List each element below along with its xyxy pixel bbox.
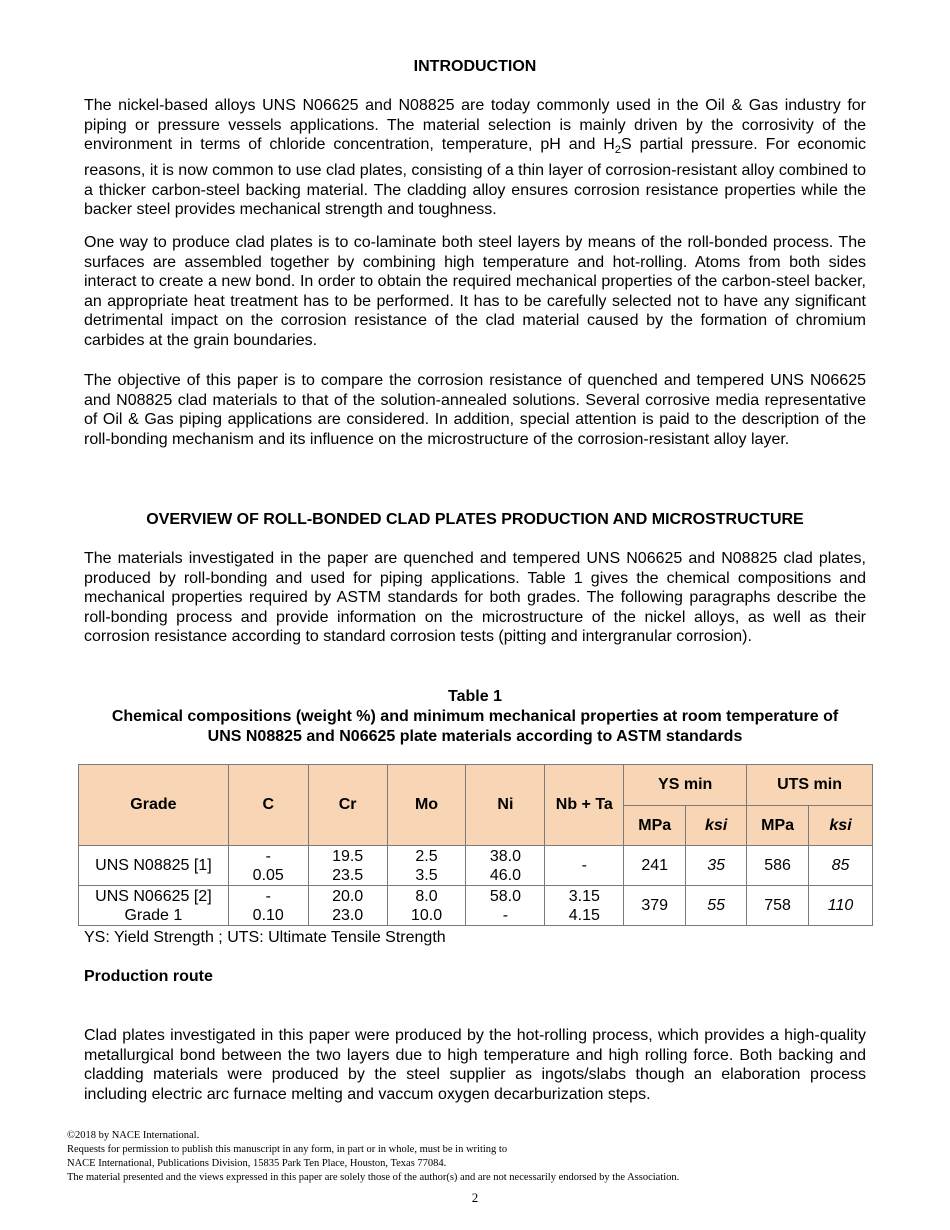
overview-paragraph-wrap: [84, 549, 866, 647]
intro-paragraph-1: [84, 96, 866, 220]
ni-max: 46.0: [489, 866, 521, 884]
footer-line-4: The material presented and the views expressed in this paper are solely those of the author(s) and are not necessarily endorsed by the Association.: [67, 1172, 680, 1183]
header-ni: Ni: [466, 765, 545, 846]
cell-nb-ta: [545, 846, 624, 886]
header-uts-mpa: MPa: [747, 806, 809, 846]
cell-c: [228, 886, 308, 926]
intro-paragraph-2-wrap: [84, 233, 866, 351]
page-number: 2: [471, 1190, 479, 1205]
c-min: -: [265, 847, 271, 865]
cell-grade: [79, 886, 229, 926]
production-heading-wrap: [84, 967, 866, 987]
copyright-footer: [67, 1129, 679, 1185]
mo-max: 10.0: [410, 906, 443, 924]
intro-paragraph-3: The objective of this paper is to compare the corrosion resistance of quenched and tempered UNS N06625 and N08825 clad materials to that of the solution-annealed solutions. Several corrosive media representative of Oil & Gas piping applications are considered. In addition, special attention is paid to the description of the roll-bonding mechanism and its influence on the microstructure of the corrosion-resistant alloy layer.: [84, 372, 866, 448]
header-grade: Grade: [79, 765, 229, 846]
cell-ni: [466, 886, 545, 926]
footer-line-3: NACE International, Publications Division, 15835 Park Ten Place, Houston, Texas 77084.: [67, 1158, 447, 1169]
ni-min: 38.0: [489, 847, 521, 865]
cell-ys-ksi: 55: [686, 886, 747, 926]
cell-uts-mpa: 758: [747, 886, 809, 926]
c-max: 0.10: [252, 906, 284, 924]
cell-ys-ksi: 35: [686, 846, 747, 886]
overview-heading: OVERVIEW OF ROLL-BONDED CLAD PLATES PRODUCTION AND MICROSTRUCTURE: [146, 511, 804, 528]
overview-heading-wrap: [84, 510, 866, 530]
c-min: -: [265, 887, 271, 905]
c-max: 0.05: [252, 866, 284, 884]
ni-max: -: [502, 906, 509, 924]
cell-mo: [387, 846, 466, 886]
cell-uts-ksi: 85: [809, 846, 873, 886]
h2s-subscript: 2: [614, 144, 621, 157]
header-uts-min: UTS min: [747, 765, 873, 806]
nb-min: -: [581, 857, 587, 874]
cr-min: 20.0: [332, 887, 364, 905]
mo-min: 2.5: [415, 847, 438, 865]
cell-ys-mpa: 241: [624, 846, 686, 886]
introduction-heading: INTRODUCTION: [413, 58, 537, 75]
production-heading: Production route: [84, 968, 213, 985]
cell-ni: [466, 846, 545, 886]
cell-uts-ksi: 110: [809, 886, 873, 926]
header-nb-ta: Nb + Ta: [545, 765, 624, 846]
intro-paragraph-2: One way to produce clad plates is to co-laminate both steel layers by means of the roll-bonded process. The surfaces are assembled together by combining high temperature and hot-rolling. Atoms from both sides interact to create a new bond. In order to obtain the required mechanical properties of the carbon-steel backer, an appropriate heat treatment has to be performed. It has to be carefully selected not to have any significant detrimental impact on the corrosion resistance of the clad material caused by the formation of chromium carbides at the grain boundaries.: [84, 234, 866, 349]
intro-p1-text: The nickel-based alloys UNS N06625 and N08825 are today commonly used in the Oil & Gas industry for piping or pressure vessels applications. The material selection is mainly driven by the corrosivity of the environment in terms of chloride concentration, temperature, pH and H: [84, 97, 866, 154]
introduction-section: [84, 57, 866, 77]
header-ys-mpa: MPa: [624, 806, 686, 846]
header-uts-ksi: ksi: [809, 806, 873, 846]
cell-cr: [308, 846, 387, 886]
intro-p1-text-end: S partial pressure. For economic reasons, it is now common to use clad plates, consisting of a thin layer of corrosion-resistant alloy combined to a thicker carbon-steel backing material. The cladding alloy ensures corrosion resistance properties while the backer steel provides mechanical strength and toughness.: [84, 136, 867, 219]
footer-line-2: Requests for permission to publish this manuscript in any form, in part or in whole, must be in writing to: [67, 1144, 508, 1155]
cell-grade: [79, 846, 229, 886]
grade-subname: Grade 1: [124, 906, 183, 924]
footer-line-1: ©2018 by NACE International.: [67, 1130, 200, 1141]
table-label: Table 1: [448, 688, 502, 705]
cr-min: 19.5: [332, 847, 364, 865]
cell-c: [228, 846, 308, 886]
intro-paragraph-3-wrap: [84, 371, 866, 449]
mo-max: 3.5: [415, 866, 438, 884]
production-paragraph-wrap: [84, 1026, 866, 1104]
production-paragraph-1: Clad plates investigated in this paper were produced by the hot-rolling process, which provides a high-quality metallurgical bond between the two layers due to high temperature and high rolling force. Both backing and cladding materials were produced by the steel supplier as ingots/slabs though an elaboration process including electric arc furnace melting and vaccum oxygen decarburization steps.: [84, 1027, 866, 1103]
table-caption-line-1: Chemical compositions (weight %) and minimum mechanical properties at room temperature of: [111, 708, 839, 725]
composition-table: [78, 764, 873, 926]
mo-min: 8.0: [415, 887, 438, 905]
header-ys-min: YS min: [624, 765, 747, 806]
nb-min: 3.15: [568, 887, 600, 905]
table-note: YS: Yield Strength ; UTS: Ultimate Tensile Strength: [84, 929, 446, 946]
grade-name: UNS N08825 [1]: [95, 857, 212, 874]
cell-cr: [308, 886, 387, 926]
cell-ys-mpa: 379: [624, 886, 686, 926]
cell-mo: [387, 886, 466, 926]
ni-min: 58.0: [489, 887, 521, 905]
cr-max: 23.5: [332, 866, 364, 884]
header-c: C: [228, 765, 308, 846]
header-mo: Mo: [387, 765, 466, 846]
overview-paragraph-1: The materials investigated in the paper are quenched and tempered UNS N06625 and N08825 clad plates, produced by roll-bonding and used for piping applications. Table 1 gives the chemical compositions and mechanical properties required by ASTM standards for both grades. The following paragraphs describe the roll-bonding process and provide information on the microstructure of the nickel alloys, as well as their corrosion resistance according to standard corrosion tests (pitting and intergranular corrosion).: [84, 550, 866, 646]
header-ys-ksi: ksi: [686, 806, 747, 846]
table-caption-line-2: UNS N08825 and N06625 plate materials according to ASTM standards: [207, 728, 743, 745]
cell-uts-mpa: 586: [747, 846, 809, 886]
nb-max: 4.15: [568, 906, 600, 924]
cell-nb-ta: [545, 886, 624, 926]
cr-max: 23.0: [332, 906, 364, 924]
intro-paragraph-1-wrap: [84, 96, 866, 220]
table-row: [79, 846, 873, 886]
table-note-wrap: [84, 928, 866, 948]
table-caption: [84, 687, 866, 747]
header-cr: Cr: [308, 765, 387, 846]
grade-name: UNS N06625 [2]: [95, 887, 212, 905]
table-row: [79, 886, 873, 926]
